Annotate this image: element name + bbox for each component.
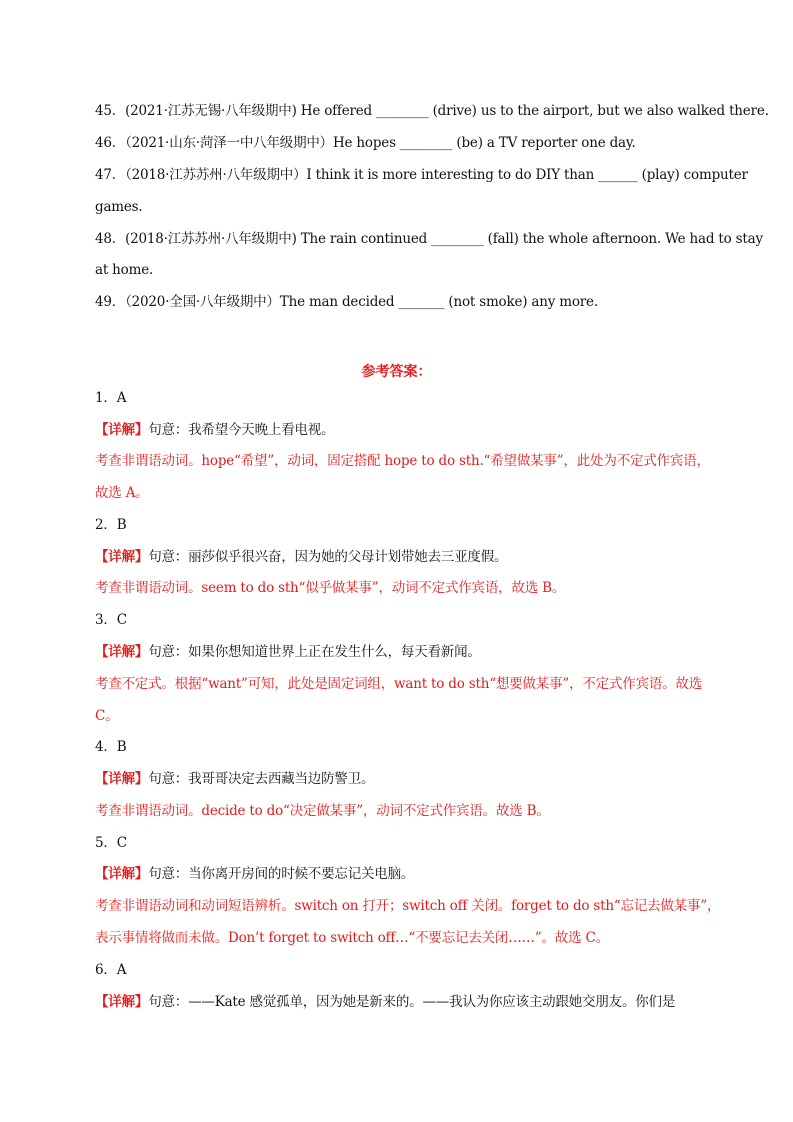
detail-tag: 【详解】 xyxy=(95,771,149,787)
question-47 xyxy=(95,166,748,184)
detail-tag: 【详解】 xyxy=(95,422,149,438)
answer-detail xyxy=(95,421,705,439)
question-46 xyxy=(95,134,705,152)
question-text: (be) a TV reporter one day. xyxy=(452,135,636,151)
answer-detail xyxy=(95,770,705,788)
question-text: 48．(2018·江苏苏州·八年级期中) The rain continued xyxy=(95,231,432,247)
question-47-continued: games. xyxy=(95,199,143,215)
answer-detail xyxy=(95,865,705,883)
answer-detail xyxy=(95,993,705,1011)
detail-text: 句意：我哥哥决定去西藏当边防警卫。 xyxy=(148,771,375,787)
question-text: 45．(2021·江苏无锡·八年级期中) He offered xyxy=(95,103,377,119)
detail-text: 句意：——Kate 感觉孤单，因为她是新来的。——我认为你应该主动跟她交朋友。你们是 xyxy=(148,994,676,1010)
answer-analysis: 表示事情将做而未做。Don’t forget to switch off…“不要忘记去关闭……”。故选 C。 xyxy=(95,930,609,946)
answer-number: 2．B xyxy=(95,517,127,533)
question-text: (fall) the whole afternoon. We had to stay xyxy=(483,231,763,247)
answer-analysis: 考查不定式。根据“want”可知，此处是固定词组，want to do sth“想要做某事”，不定式作宾语。故选 xyxy=(95,676,703,692)
answer-analysis: 考查非谓语动词。hope“希望”，动词，固定搭配 hope to do sth.“希望做某事”，此处为不定式作宾语， xyxy=(95,453,710,469)
answer-detail xyxy=(95,548,705,566)
detail-tag: 【详解】 xyxy=(95,994,149,1010)
answer-blank: ______ xyxy=(598,167,638,183)
detail-tag: 【详解】 xyxy=(95,644,149,660)
question-49 xyxy=(95,293,705,311)
question-text: 47．（2018·江苏苏州·八年级期中）I think it is more interesting to do DIY than xyxy=(95,167,599,183)
answer-number: 3．C xyxy=(95,612,127,628)
answer-analysis: 考查非谓语动词。seem to do sth“似乎做某事”，动词不定式作宾语，故选 B。 xyxy=(95,580,566,596)
answer-number: 1．A xyxy=(95,390,127,406)
answers-title: 参考答案： xyxy=(361,364,432,380)
question-45 xyxy=(95,102,769,120)
question-text: (not smoke) any more. xyxy=(444,294,598,310)
question-text: (drive) us to the airport, but we also walked there. xyxy=(428,103,769,119)
answer-analysis: 考查非谓语动词。decide to do“决定做某事”，动词不定式作宾语。故选 B。 xyxy=(95,803,550,819)
answer-number: 4．B xyxy=(95,739,127,755)
answer-blank: ________ xyxy=(376,103,429,119)
detail-text: 句意：我希望今天晚上看电视。 xyxy=(148,422,335,438)
answer-number: 5．C xyxy=(95,835,127,851)
detail-text: 句意：如果你想知道世界上正在发生什么，每天看新闻。 xyxy=(148,644,481,660)
answer-blank: _______ xyxy=(398,294,445,310)
answer-blank: ________ xyxy=(399,135,453,151)
detail-text: 句意：丽莎似乎很兴奋，因为她的父母计划带她去三亚度假。 xyxy=(148,549,508,565)
question-text: 46．（2021·山东·菏泽一中八年级期中）He hopes xyxy=(95,135,400,151)
detail-tag: 【详解】 xyxy=(95,549,149,565)
answer-analysis: 考查非谓语动词和动词短语辨析。switch on 打开；switch off 关闭。forget to do sth“忘记去做某事”， xyxy=(95,898,721,914)
answer-detail xyxy=(95,643,705,661)
question-text: (play) computer xyxy=(637,167,748,183)
question-text: 49．（2020·全国·八年级期中）The man decided xyxy=(95,294,399,310)
answer-analysis: 故选 A。 xyxy=(95,485,149,501)
answer-analysis: C。 xyxy=(95,708,119,724)
detail-text: 句意：当你离开房间的时候不要忘记关电脑。 xyxy=(148,866,415,882)
answer-number: 6．A xyxy=(95,962,127,978)
answer-blank: ________ xyxy=(431,231,484,247)
question-48 xyxy=(95,230,763,248)
question-48-continued: at home. xyxy=(95,262,154,278)
detail-tag: 【详解】 xyxy=(95,866,149,882)
